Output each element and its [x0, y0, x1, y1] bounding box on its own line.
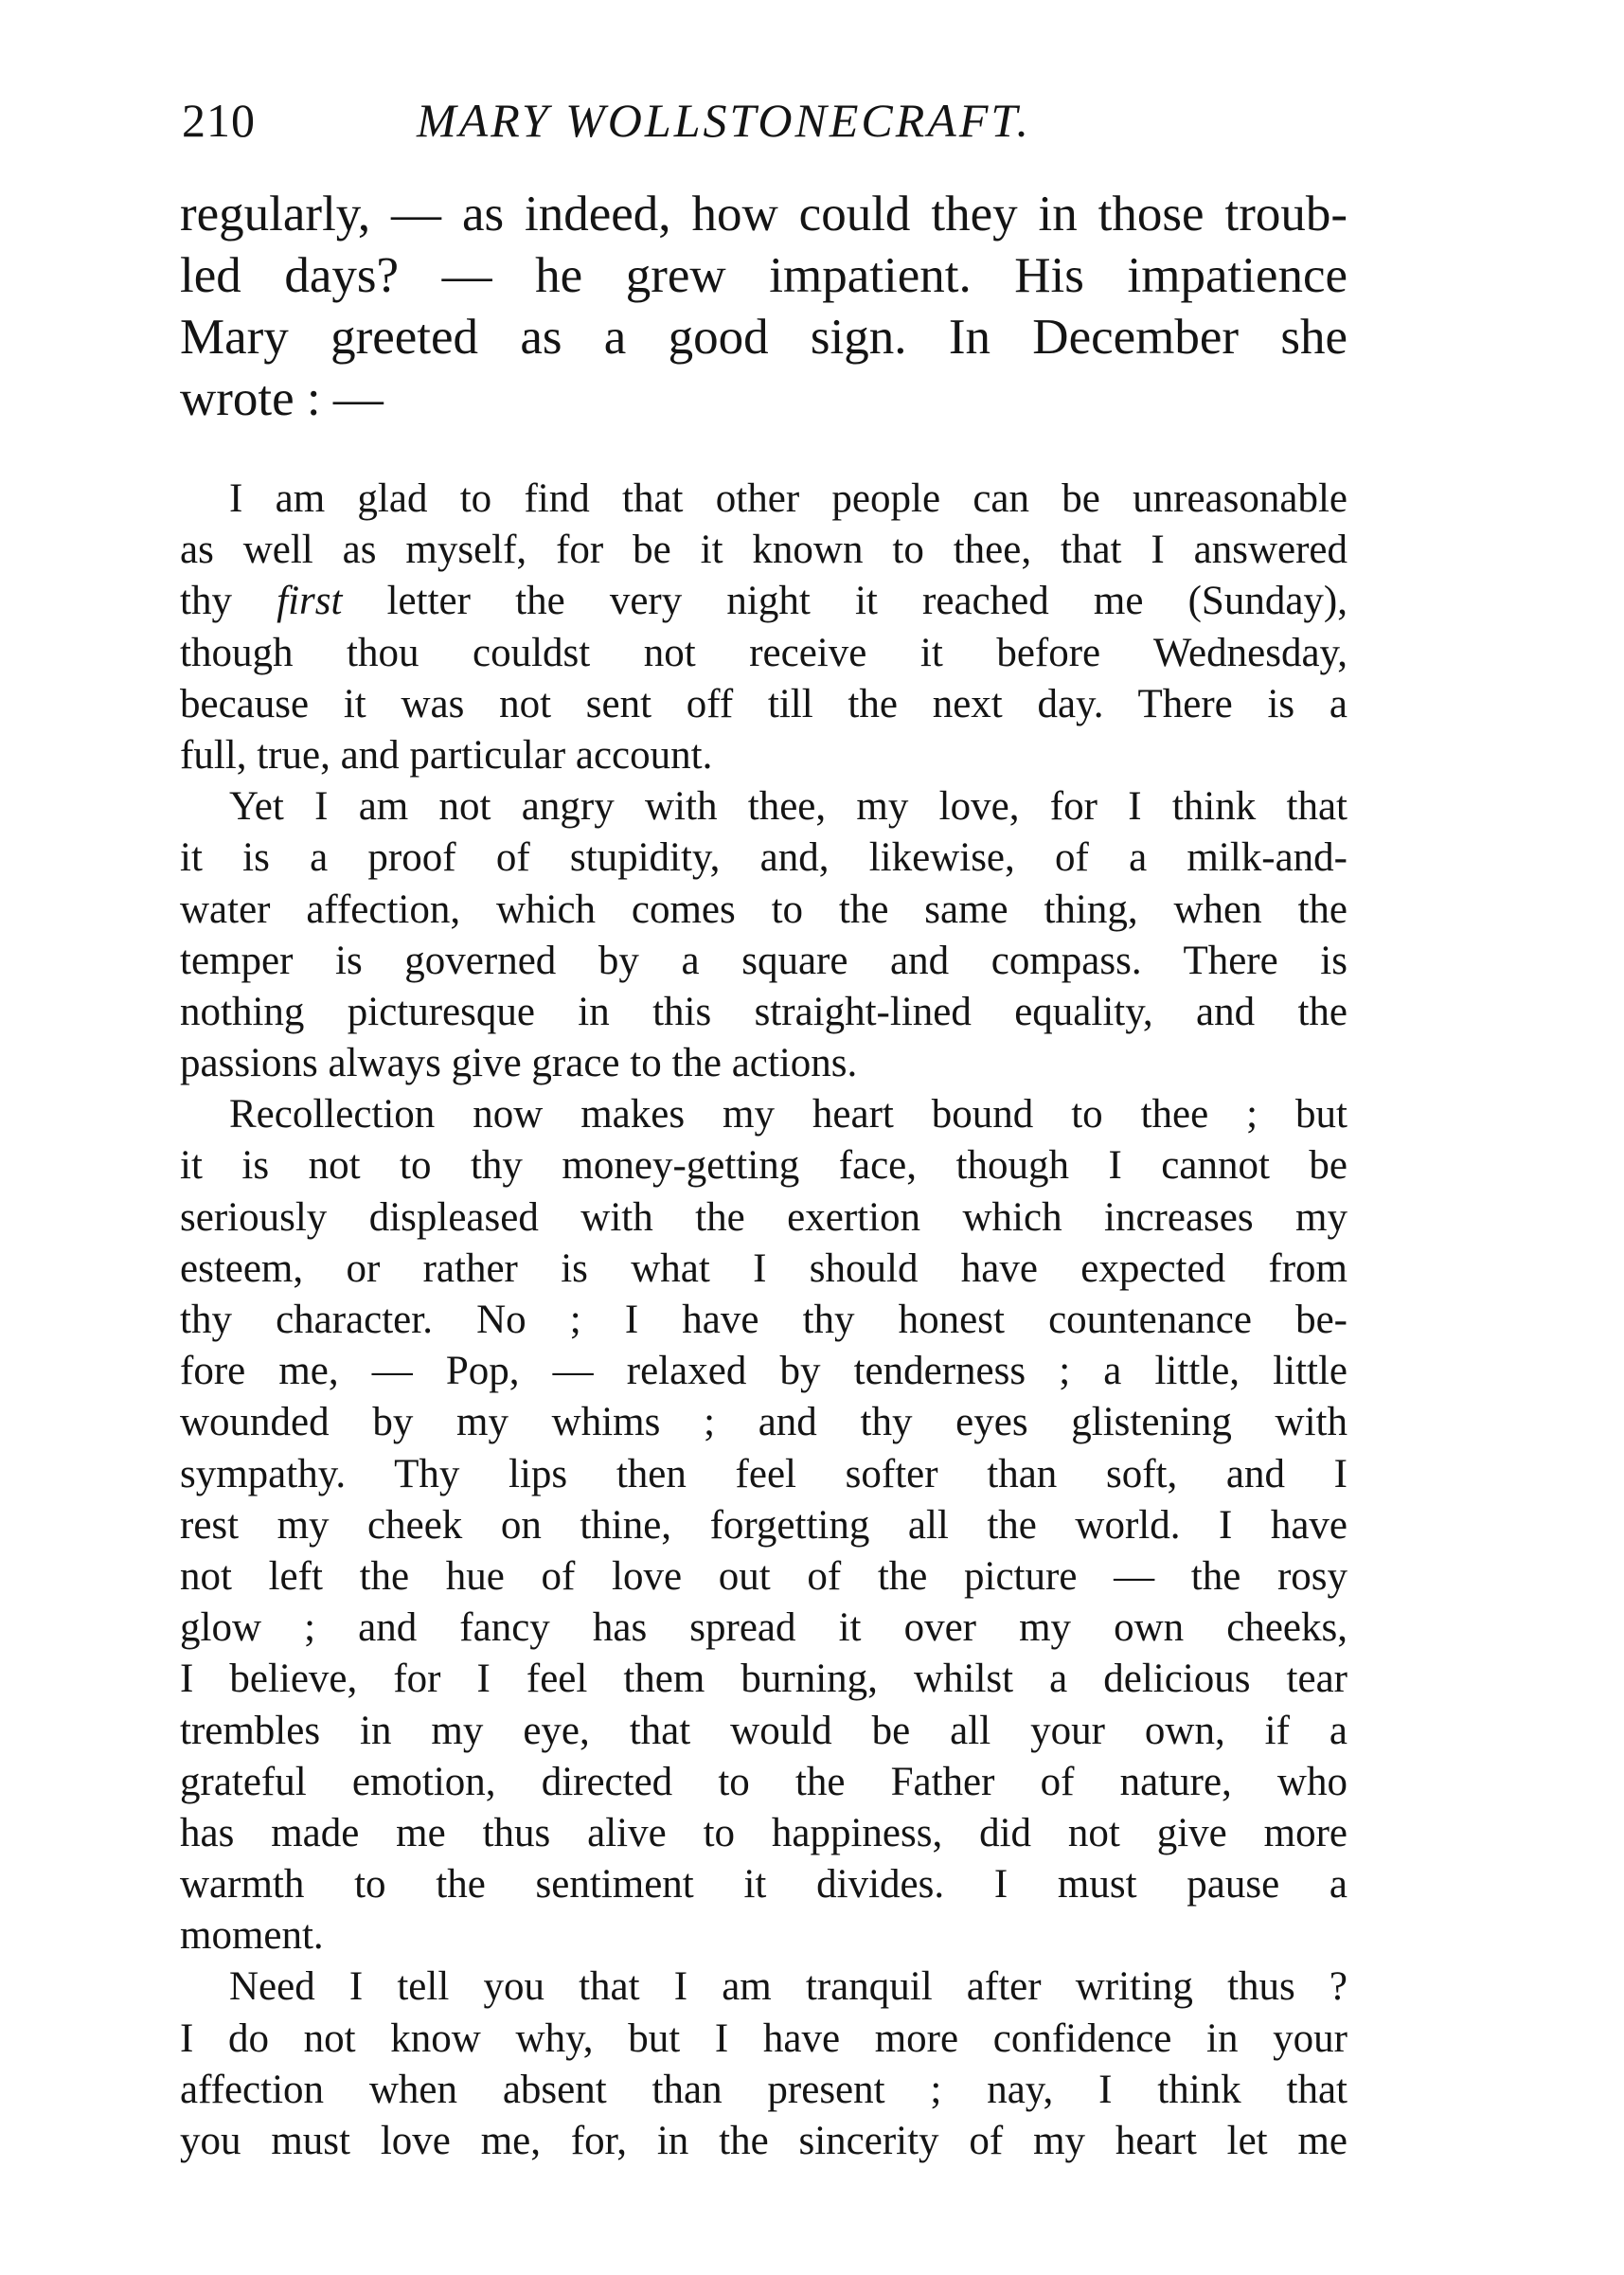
- letter-quotation: [180, 474, 1347, 2167]
- text-line: passions always give grace to the actions.: [180, 1041, 858, 1086]
- text-line: as well as myself, for be it known to thee, that I answered: [180, 528, 1347, 573]
- text-line: Need I tell you that I am tranquil after writing thus ?: [229, 1964, 1347, 2010]
- text-line: Mary greeted as a good sign. In December she: [180, 310, 1347, 365]
- text-line: trembles in my eye, that would be all your own, if a: [180, 1708, 1347, 1753]
- text-line: because it was not sent off till the next day. There is a: [180, 681, 1347, 726]
- text-line: has made me thus alive to happiness, did not give more: [180, 1810, 1347, 1855]
- text-line: grateful emotion, directed to the Father of nature, who: [180, 1759, 1347, 1804]
- text-line-with-italic: thy first letter the very night it reached me (Sunday),: [180, 579, 1347, 624]
- text-line: warmth to the sentiment it divides. I must pause a: [180, 1862, 1347, 1908]
- text-line: it is not to thy money-getting face, though I cannot be: [180, 1143, 1347, 1189]
- text-line: Yet I am not angry with thee, my love, for I think that: [229, 784, 1347, 830]
- text-line: sympathy. Thy lips then feel softer than soft, and I: [180, 1451, 1347, 1496]
- text-line: seriously displeased with the exertion which increases my: [180, 1194, 1347, 1240]
- text-line: though thou couldst not receive it before Wednesday,: [180, 630, 1347, 675]
- text-line: affection when absent than present ; nay, I think that: [180, 2067, 1347, 2112]
- narrative-paragraph: [180, 184, 1347, 430]
- page-number: 210: [182, 94, 256, 147]
- running-title: MARY WOLLSTONECRAFT.: [417, 94, 1031, 147]
- text-line: I do not know why, but I have more confidence in your: [180, 2015, 1347, 2061]
- text-line: esteem, or rather is what I should have expected from: [180, 1245, 1347, 1291]
- text-line: fore me, — Pop, — relaxed by tenderness ; a little, little: [180, 1349, 1347, 1394]
- text-line: water affection, which comes to the same thing, when the: [180, 887, 1347, 932]
- text-line: nothing picturesque in this straight-lined equality, and the: [180, 989, 1347, 1034]
- text-line: you must love me, for, in the sincerity of my heart let me: [180, 2119, 1347, 2163]
- italic-emphasis: first: [277, 579, 343, 624]
- text-line: not left the hue of love out of the picture — the rosy: [180, 1553, 1347, 1599]
- text-line: moment.: [180, 1913, 324, 1959]
- text-line: it is a proof of stupidity, and, likewise, of a milk-and-: [180, 835, 1347, 881]
- text-line: thy character. No ; I have thy honest countenance be-: [180, 1298, 1347, 1342]
- text-line: [180, 576, 1347, 627]
- running-head: [182, 87, 1356, 153]
- text-line: wounded by my whims ; and thy eyes glistening with: [180, 1400, 1347, 1445]
- text-line: wrote : —: [180, 371, 384, 426]
- text-line: glow ; and fancy has spread it over my own cheeks,: [180, 1605, 1347, 1651]
- text-line: led days? — he grew impatient. His impatience: [180, 248, 1347, 303]
- text-line: I believe, for I feel them burning, whilst a delicious tear: [180, 1657, 1347, 1702]
- text-line: regularly, — as indeed, how could they in those troub-: [180, 187, 1347, 242]
- text-line: Recollection now makes my heart bound to thee ; but: [229, 1092, 1347, 1138]
- text-line: full, true, and particular account.: [180, 732, 713, 778]
- text-line: temper is governed by a square and compass. There is: [180, 938, 1347, 983]
- text-line: rest my cheek on thine, forgetting all the world. I have: [180, 1502, 1347, 1548]
- text-line: I am glad to find that other people can be unreasonable: [229, 476, 1347, 521]
